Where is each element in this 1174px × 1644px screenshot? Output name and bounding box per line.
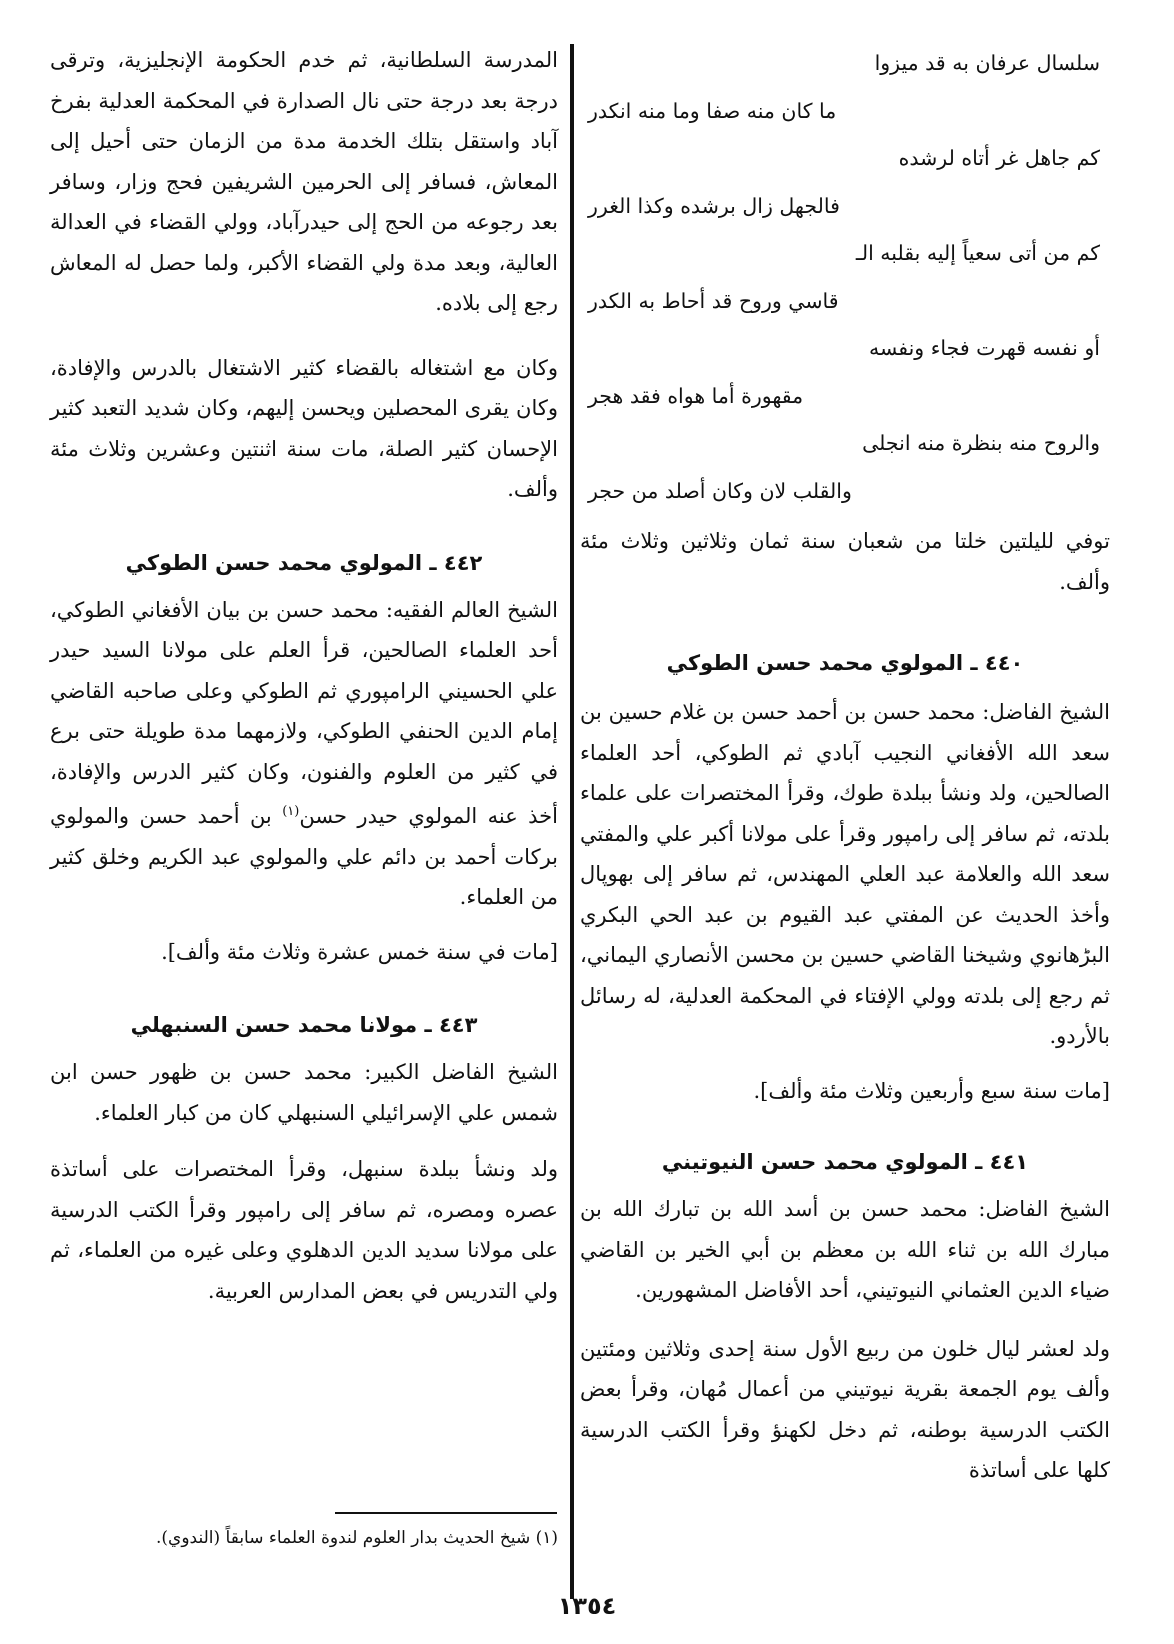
entry-body-442-part1: الشيخ العالم الفقيه: محمد حسن بن بيان الأفغاني الطوكي، أحد العلماء الصالحين، قرأ العلم على مولانا السيد حيدر علي الحسيني الرامپوري ثم الطوكي وعلى صاحبه القاضي إمام الدين الحنفي الطوكي، ولازمهما مدة طويلة حتى برع في كثير من العلوم والفنون، وكان كثير الدرس والإفادة، أخذ عنه المولوي حيدر حسن [50, 597, 558, 828]
entry-body-442-part2: بن أحمد حسن والمولوي بركات أحمد بن دائم علي والمولوي عبد الكريم وخلق كثير من العلماء. [50, 804, 558, 909]
entry-body-443: الشيخ الفاضل الكبير: محمد حسن بن ظهور حسن ابن شمس علي الإسرائيلي السنبهلي كان من كبار العلماء. [50, 1060, 558, 1125]
entry-heading-442: ٤٤٢ ـ المولوي محمد حسن الطوكي [125, 550, 483, 575]
entry-death-442: [مات في سنة خمس عشرة وثلاث مئة وألف]. [161, 939, 558, 964]
left-column [50, 40, 558, 1311]
entry-body-442 [50, 590, 558, 918]
right-column [580, 40, 1110, 1491]
footnote-rule [335, 1512, 557, 1514]
entry-heading-440: ٤٤٠ ـ المولوي محمد حسن الطوكي [666, 651, 1024, 675]
page-number: ١٣٥٤ [557, 1592, 617, 1620]
death-note: توفي لليلتين خلتا من شعبان سنة ثمان وثلاثين وثلاث مئة وألف. [580, 529, 1110, 594]
poem [580, 40, 1110, 515]
entry-body2-443: ولد ونشأ ببلدة سنبهل، وقرأ المختصرات على أساتذة عصره ومصره، ثم سافر إلى رامپور وقرأ الكتب الدرسية على مولانا سديد الدين الدهلوي وعلى غيره من العلماء، ثم ولي التدريس في بعض المدارس العربية. [50, 1157, 558, 1303]
entry-heading-441: ٤٤١ ـ المولوي محمد حسن النيوتيني [661, 1150, 1029, 1174]
footnote: (١) شيخ الحديث بدار العلوم لندوة العلماء سابقاً (الندوي). [156, 1528, 558, 1548]
verse-line: ما كان منه صفا وما منه انكدر [588, 98, 837, 123]
verse-line: قاسي وروح قد أحاط به الكدر [588, 288, 839, 313]
column-divider [570, 44, 574, 1599]
entry-death-440: [مات سنة سبع وأربعين وثلاث مئة وألف]. [753, 1078, 1110, 1103]
entry-heading-443: ٤٤٣ ـ مولانا محمد حسن السنبهلي [130, 1013, 478, 1037]
paragraph: وكان مع اشتغاله بالقضاء كثير الاشتغال بالدرس والإفادة، وكان يقرى المحصلين ويحسن إليهم، وكان شديد التعبد كثير الإحسان كثير الصلة، مات سنة اثنتين وعشرين وثلاث مئة وألف. [50, 355, 558, 501]
entry-body-440: الشيخ الفاضل: محمد حسن بن أحمد حسن بن غلام حسين بن سعد الله الأفغاني النجيب آبادي ثم الطوكي، أحد العلماء الصالحين، ولد ونشأ ببلدة طوك، وقرأ المختصرات على علماء بلدته، ثم سافر إلى رامپور وقرأ على مولانا أكبر علي والمفتي سعد الله والعلامة عبد العلي المهندس، ثم سافر إلى بهوپال وأخذ الحديث عن المفتي عبد القيوم بن عبد الحي البكري البڑهانوي وشيخنا القاضي حسين بن محسن الأنصاري اليماني، ثم رجع إلى بلدته وولي الإفتاء في المحكمة العدلية، له رسائل بالأردو. [580, 700, 1110, 1048]
entry-body2-441: ولد لعشر ليال خلون من ربيع الأول سنة إحدى وثلاثين ومئتين وألف يوم الجمعة بقرية نيوتيني من أعمال مُهان، وقرأ بعض الكتب الدرسية بوطنه، ثم دخل لكهنؤ وقرأ الكتب الدرسية كلها على أساتذة [580, 1336, 1111, 1482]
verse-line: مقهورة أما هواه فقد هجر [588, 383, 804, 408]
footnote-marker: (١) [282, 804, 300, 819]
entry-body-441: الشيخ الفاضل: محمد حسن بن أسد الله بن تبارك الله بن مبارك الله بن ثناء الله بن معظم بن أبي الخير بن القاضي ضياء الدين العثماني النيوتيني، أحد الأفاضل المشهورين. [580, 1197, 1110, 1302]
verse-line: والقلب لان وكان أصلد من حجر [588, 478, 852, 503]
continuation-paragraph: المدرسة السلطانية، ثم خدم الحكومة الإنجليزية، وترقى درجة بعد درجة حتى نال الصدارة في المحكمة العدلية بفرخ آباد واستقل بتلك الخدمة مدة من الزمان حتى أحيل إلى المعاش، فسافر إلى الحرمين الشريفين فحج وزار، وسافر بعد رجوعه من الحج إلى حيدرآباد، وولي القضاء في العدالة العالية، وبعد مدة ولي القضاء الأكبر، ولما حصل له المعاش رجع إلى بلاده. [50, 48, 558, 315]
verse-line: كم من أتى سعياً إليه بقلبه الـ [855, 241, 1100, 265]
verse-line: فالجهل زال برشده وكذا الغرر [588, 193, 840, 218]
verse-line: والروح منه بنظرة منه انجلى [862, 431, 1100, 455]
verse-line: كم جاهل غر أتاه لرشده [898, 146, 1100, 170]
verse-line: سلسال عرفان به قد ميزوا [874, 51, 1100, 75]
verse-line: أو نفسه قهرت فجاء ونفسه [868, 336, 1100, 360]
